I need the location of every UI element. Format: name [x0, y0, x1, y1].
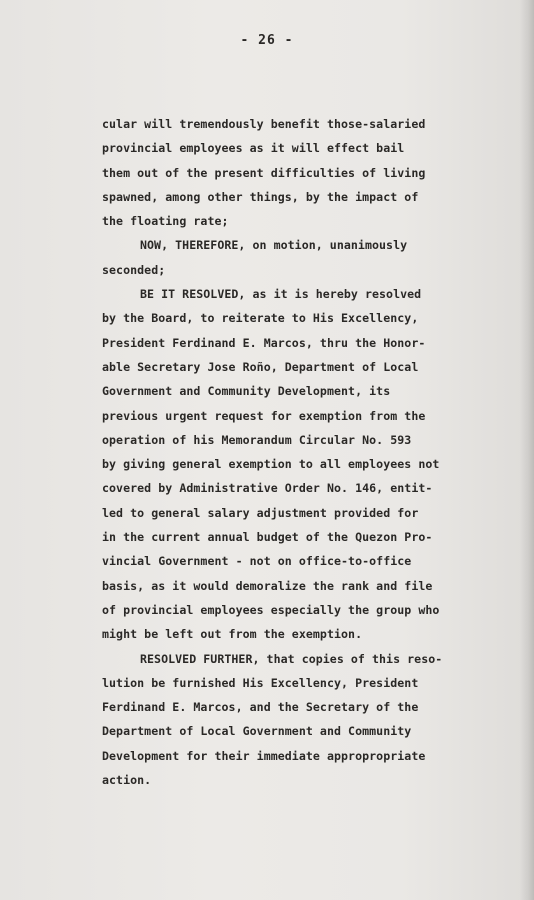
- text-line: by giving general exemption to all employees not: [102, 457, 440, 472]
- text-line: seconded;: [102, 262, 166, 277]
- text-line: might be left out from the exemption.: [102, 627, 363, 642]
- text-line: BE IT RESOLVED, as it is hereby resolved: [140, 287, 422, 302]
- text-line: Department of Local Government and Community: [102, 724, 412, 739]
- text-line: by the Board, to reiterate to His Excellency,: [102, 311, 419, 326]
- page-number: - 26 -: [240, 33, 294, 48]
- text-line: operation of his Memorandum Circular No. 593: [102, 432, 412, 447]
- text-line: provincial employees as it will effect bail: [102, 141, 405, 156]
- text-line: covered by Administrative Order No. 146, entit-: [102, 481, 433, 496]
- text-line: able Secretary Jose Roño, Department of Local: [102, 359, 419, 374]
- text-line: Development for their immediate appropropriate: [102, 748, 426, 763]
- text-line: action.: [102, 773, 152, 788]
- resolution-body-text: [102, 112, 462, 792]
- text-line: Ferdinand E. Marcos, and the Secretary of the: [102, 700, 419, 715]
- text-line: previous urgent request for exemption from the: [102, 408, 426, 423]
- text-line: cular will tremendously benefit those-salaried: [102, 117, 426, 131]
- text-line: led to general salary adjustment provided for: [102, 505, 419, 520]
- text-line: them out of the present difficulties of living: [102, 165, 426, 180]
- text-line: in the current annual budget of the Quezon Pro-: [102, 530, 433, 545]
- text-line: spawned, among other things, by the impact of: [102, 189, 419, 204]
- text-line: vincial Government - not on office-to-office: [102, 554, 412, 569]
- text-line: Government and Community Development, its: [102, 384, 391, 399]
- text-line: the floating rate;: [102, 214, 229, 229]
- text-line: RESOLVED FURTHER, that copies of this reso-: [140, 651, 443, 666]
- text-line: of provincial employees especially the group who: [102, 602, 440, 617]
- text-line: NOW, THEREFORE, on motion, unanimously: [140, 238, 408, 253]
- page-edge-shadow: [520, 0, 534, 900]
- text-line: President Ferdinand E. Marcos, thru the Honor-: [102, 335, 426, 350]
- text-line: basis, as it would demoralize the rank and file: [102, 578, 433, 593]
- text-line: lution be furnished His Excellency, President: [102, 675, 419, 690]
